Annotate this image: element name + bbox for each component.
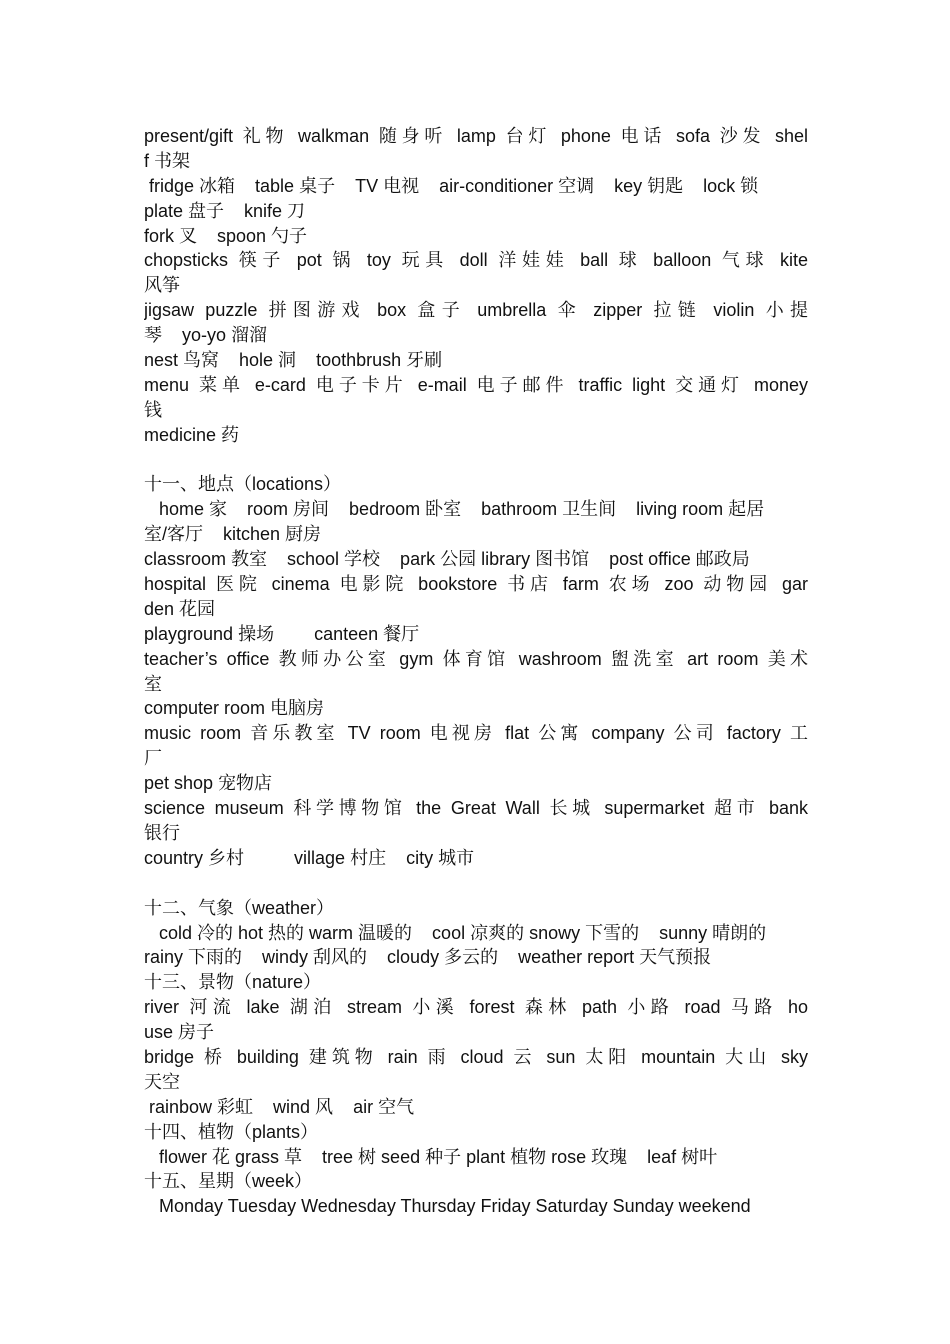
text-line: present/gift 礼物 walkman 随身听 lamp 台灯 phone 电话 sofa 沙发 shel [144,126,808,146]
text-line: 十五、星期（week） [144,1171,313,1192]
blank-line [144,871,808,896]
text-line: country 乡村 village 村庄 city 城市 [144,847,475,868]
text-line: hospital 医院 cinema 电影院 bookstore 书店 farm 农场 zoo 动物园 gar [144,574,808,595]
text-line: computer room 电脑房 [144,698,325,719]
text-line: chopsticks 筷子 pot 锅 toy 玩具 doll 洋娃娃 ball 球 balloon 气球 kite [144,250,808,271]
text-line: flower 花 grass 草 tree 树 seed 种子 plant 植物 rose 玫瑰 leaf 树叶 [144,1146,718,1167]
document-page [144,124,808,1219]
text-line: menu 菜单 e-card 电子卡片 e-mail 电子邮件 traffic light 交通灯 money [144,374,808,395]
text-line: 十四、植物（plants） [144,1121,319,1142]
text-line: nest 鸟窝 hole 洞 toothbrush 牙刷 [144,350,443,371]
vocabulary-text-block [144,124,808,1219]
text-line: 室 [144,673,162,694]
text-line: rainy 下雨的 windy 刮风的 cloudy 多云的 weather report 天气预报 [144,947,712,968]
text-line: science museum 科学博物馆 the Great Wall 长城 supermarket 超市 bank [144,798,808,819]
text-line: teacher’s office 教师办公室 gym 体育馆 washroom 盥洗室 art room 美术 [144,648,808,669]
text-line: f 书架 [144,150,191,171]
text-line: pet shop 宠物店 [144,773,273,794]
text-line: bridge 桥 building 建筑物 rain 雨 cloud 云 sun 太阳 mountain 大山 sky [144,1046,808,1067]
text-line: 厂 [144,748,162,769]
text-line: cold 冷的 hot 热的 warm 温暖的 cool 凉爽的 snowy 下雪的 sunny 晴朗的 [144,922,767,943]
text-line: den 花园 [144,598,216,619]
text-line: jigsaw puzzle 拼图游戏 box 盒子 umbrella 伞 zipper 拉链 violin 小提 [144,300,808,321]
blank-line [144,448,808,473]
text-line: 十一、地点（locations） [144,474,342,495]
text-line: home 家 room 房间 bedroom 卧室 bathroom 卫生间 living room 起居 [144,499,765,520]
text-line: river 河流 lake 湖泊 stream 小溪 forest 森林 path 小路 road 马路 ho [144,997,808,1018]
text-line: 风筝 [144,275,180,296]
text-line: Monday Tuesday Wednesday Thursday Friday Saturday Sunday weekend [144,1196,751,1217]
text-line: medicine 药 [144,424,240,445]
text-line: rainbow 彩虹 wind 风 air 空气 [144,1096,415,1117]
text-line: classroom 教室 school 学校 park 公园 library 图书馆 post office 邮政局 [144,549,750,570]
text-line: 天空 [144,1071,180,1092]
text-line: 银行 [144,822,180,843]
text-line: 琴 yo-yo 溜溜 [144,325,268,346]
text-line: use 房子 [144,1022,215,1043]
text-line: 钱 [144,399,162,420]
text-line: plate 盘子 knife 刀 [144,200,306,221]
text-line: fork 叉 spoon 勺子 [144,225,308,246]
text-line: 十三、景物（nature） [144,972,322,993]
text-line: playground 操场 canteen 餐厅 [144,623,420,644]
text-line: 十二、气象（weather） [144,897,335,918]
text-line: music room 音乐教室 TV room 电视房 flat 公寓 company 公司 factory 工 [144,723,808,744]
text-line: fridge 冰箱 table 桌子 TV 电视 air-conditioner 空调 key 钥匙 lock 锁 [144,175,759,196]
text-line: 室/客厅 kitchen 厨房 [144,524,322,545]
